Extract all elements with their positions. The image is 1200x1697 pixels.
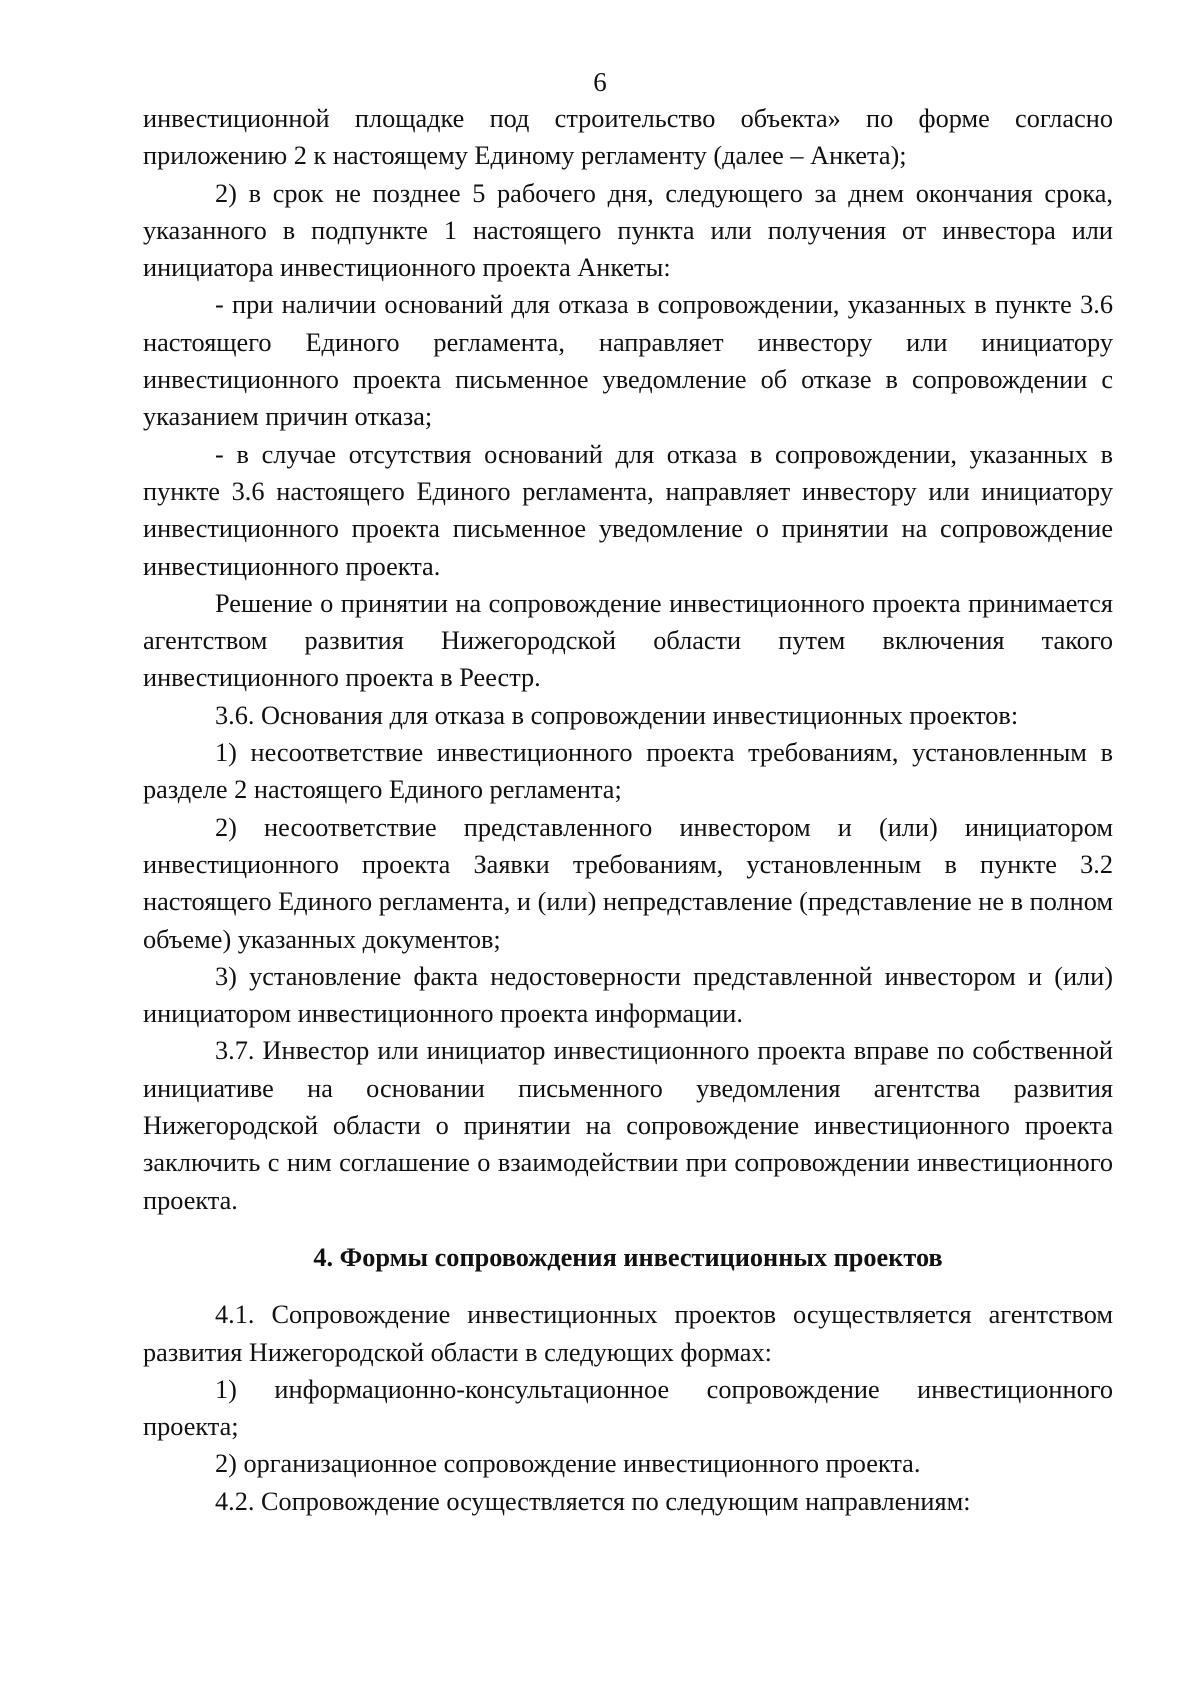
document-body [143,100,1113,1520]
paragraph: - при наличии оснований для отказа в сопровождении, указанных в пункте 3.6 настоящего Единого регламента, направляет инвестору или инициатору инвестиционного проекта письменное уведомление об отказе в сопровождении с указанием причин отказа; [143,290,1113,432]
section-heading: 4. Формы сопровождения инвестиционных проектов [313,1242,943,1272]
paragraph-continuation: инвестиционной площадке под строительство объекта» по форме согласно приложению 2 к настоящему Единому регламенту (далее – Анкета); [143,104,1113,171]
paragraph: Решение о принятии на сопровождение инвестиционного проекта принимается агентством развития Нижегородской области путем включения такого инвестиционного проекта в Реестр. [143,588,1113,693]
page-number: 6 [593,67,607,97]
paragraph: 3) установление факта недостоверности представленной инвестором и (или) инициатором инвестиционного проекта информации. [143,961,1113,1029]
paragraph: 4.2. Сопровождение осуществляется по следующим направлениям: [215,1486,971,1516]
paragraph: - в случае отсутствия оснований для отказа в сопровождении, указанных в пункте 3.6 настоящего Единого регламента, направляет инвестору или инициатору инвестиционного проекта письменное уведомление о принятии на сопровождение инвестиционного проекта. [143,439,1113,581]
paragraph: 2) в срок не позднее 5 рабочего дня, следующего за днем окончания срока, указанного в подпункте 1 настоящего пункта или получения от инвестора или инициатора инвестиционного проекта Анкеты: [143,178,1113,283]
paragraph: 2) организационное сопровождение инвестиционного проекта. [215,1449,921,1479]
paragraph: 4.1. Сопровождение инвестиционных проектов осуществляется агентством развития Нижегородской области в следующих формах: [143,1300,1113,1367]
paragraph: 1) несоответствие инвестиционного проекта требованиям, установленным в разделе 2 настоящего Единого регламента; [143,738,1113,805]
paragraph: 3.7. Инвестор или инициатор инвестиционного проекта вправе по собственной инициативе на основании письменного уведомления агентства развития Нижегородской области о принятии на сопровождение инвестиционного проекта заключить с ним соглашение о взаимодействии при сопровождении инвестиционного проекта. [143,1036,1113,1215]
paragraph: 1) информационно-консультационное сопровождение инвестиционного проекта; [143,1374,1113,1442]
paragraph: 2) несоответствие представленного инвестором и (или) инициатором инвестиционного проекта Заявки требованиям, установленным в пункте 3.2 настоящего Единого регламента, и (или) непредставление (представление не в полном объеме) указанных документов; [143,812,1113,954]
paragraph: 3.6. Основания для отказа в сопровождении инвестиционных проектов: [215,700,1019,730]
